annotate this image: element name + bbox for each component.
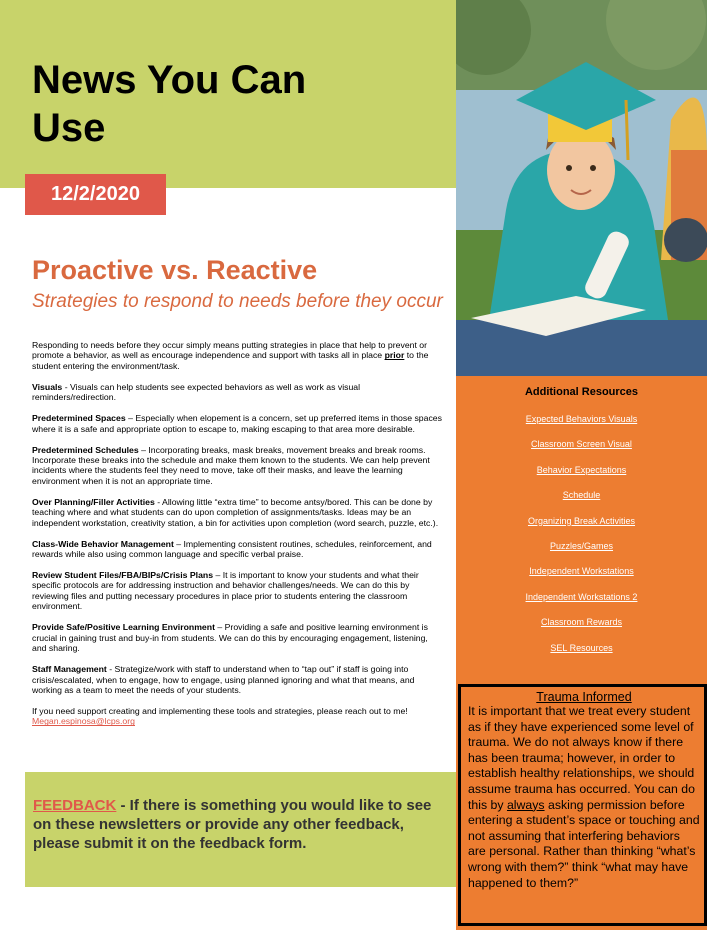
- newsletter-title: News You Can Use: [32, 58, 307, 150]
- resource-link[interactable]: Classroom Screen Visual: [531, 439, 632, 450]
- resource-link[interactable]: Classroom Rewards: [540, 617, 623, 628]
- graduate-child-photo: [456, 0, 707, 376]
- resource-link[interactable]: Independent Workstations: [529, 566, 634, 577]
- resources-list: [456, 414, 707, 668]
- strategy-item: Class-Wide Behavior Management – Implementing consistent routines, schedules, reinforcement, and rewards while also using common language and specific verbal praise.: [32, 538, 432, 560]
- resource-link[interactable]: Expected Behaviors Visuals: [525, 414, 638, 424]
- article-subtitle: Strategies to respond to needs before they occur: [32, 291, 443, 312]
- resource-link[interactable]: Behavior Expectations: [536, 464, 627, 475]
- email-link[interactable]: Megan.espinosa@lcps.org: [32, 716, 135, 727]
- trauma-text: It is important that we treat every student as if they have experienced some level of trauma. We do not always know if there has been trauma; however, in order to establish healthy relationships, we should assume trauma has occurred. You can do this by always asking permission before entering a student’s space or touching and not assuming that interfering behaviors are personal. Rather than thinking “what’s wrong with them?” think “what may have happened to them?”: [468, 704, 700, 890]
- trauma-heading: Trauma Informed: [536, 690, 632, 704]
- strategy-item: Predetermined Spaces – Especially when elopement is a concern, set up preferred items in those spaces where it is a safe and appropriate option to escape to, making escaping to that area more desirable.: [32, 413, 442, 434]
- feedback-link[interactable]: FEEDBACK: [33, 797, 117, 814]
- resource-link[interactable]: Puzzles/Games: [549, 540, 614, 551]
- date-badge: 12/2/2020: [25, 174, 166, 215]
- resource-link[interactable]: SEL Resources: [550, 642, 613, 653]
- resource-link[interactable]: Organizing Break Activities: [527, 515, 636, 526]
- strategy-item: Staff Management - Strategize/work with staff to understand when to “tap out” if staff is going into crisis/escalated, when to engage, how to engage, using planned ignoring and what that means, and working as a team to meet the needs of your students.: [32, 664, 415, 695]
- trauma-informed-box: [458, 684, 707, 926]
- article-body: [32, 340, 444, 737]
- strategy-item: Over Planning/Filler Activities - Allowing little “extra time” to become antsy/bored. This can be done by teaching where and what students can do upon completion of assignments/tasks. Ideas may be an independent workstation, creativity station, a bin for activities upon completion (word search, puzzle, etc.).: [32, 496, 439, 528]
- strategy-item: Visuals - Visuals can help students see expected behaviors as well as work as visual reminders/redirection.: [32, 381, 361, 403]
- strategy-item: Provide Safe/Positive Learning Environment – Providing a safe and positive learning environment is crucial in gaining trust and buy-in from students. We can do this by encouraging engagement, listening, and sharing.: [32, 622, 428, 654]
- always-emphasis: always: [506, 797, 545, 812]
- article-title: Proactive vs. Reactive: [32, 255, 318, 285]
- resources-heading: Additional Resources: [524, 386, 639, 398]
- resource-link[interactable]: Schedule: [562, 490, 601, 501]
- support-paragraph: If you need support creating and implementing these tools and strategies, please reach out to me! Megan.espinosa@lcps.org: [32, 705, 408, 727]
- strategy-item: Predetermined Schedules – Incorporating breaks, mask breaks, movement breaks and break rooms. Incorporate these breaks into the schedule and make them known to the students. We can help prevent incidents where the students feel they need to move, take off their masks, and leave the learning environment when it is not an appropriate time.: [32, 444, 430, 486]
- prior-emphasis: prior: [384, 350, 405, 361]
- intro-paragraph: Responding to needs before they occur simply means putting strategies in place that help to prevent or promote a behavior, as well as encourage independence and support with tasks all in place prior to the student entering the environment/task.: [32, 340, 429, 371]
- strategy-item: Review Student Files/FBA/BIPs/Crisis Plans – It is important to know your students and what their specific protocols are for addressing instruction and behavior challenges/needs. We can do this by reviewing files and putting necessary procedures in place prior to students entering the classroom environment.: [32, 570, 419, 612]
- resource-link[interactable]: Independent Workstations 2: [525, 591, 638, 602]
- feedback-text: FEEDBACK - If there is something you would like to see on these newsletters or provide any other feedback, please submit it on the feedback form.: [33, 797, 432, 853]
